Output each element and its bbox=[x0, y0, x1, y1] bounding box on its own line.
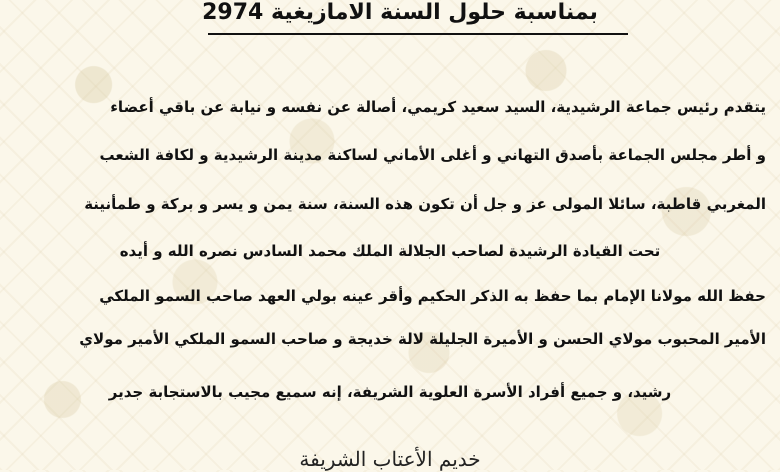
signature: خديم الأعتاب الشريفة bbox=[299, 447, 481, 471]
document-title: بمناسبة حلول السنة الامازيغية 2974 bbox=[202, 0, 598, 25]
message-line-3: المغربي قاطبة، سائلا المولى عز و جل أن تكون هذه السنة، سنة يمن و يسر و بركة و طمأنينة bbox=[84, 195, 766, 213]
message-line-7: رشيد، و جميع أفراد الأسرة العلوية الشريفة، إنه سميع مجيب بالاستجابة جدير bbox=[108, 383, 672, 401]
message-line-5: حفظ الله مولانا الإمام بما حفظ به الذكر الحكيم وأقر عينه بولي العهد صاحب السمو الملكي bbox=[99, 287, 766, 305]
message-line-4: تحت القيادة الرشيدة لصاحب الجلالة الملك محمد السادس نصره الله و أيده bbox=[119, 242, 661, 260]
message-line-2: و أطر مجلس الجماعة بأصدق التهاني و أغلى الأماني لساكنة مدينة الرشيدية و لكافة الشعب bbox=[99, 146, 766, 164]
message-line-1: يتقدم رئيس جماعة الرشيدية، السيد سعيد كريمي، أصالة عن نفسه و نيابة عن باقي أعضاء bbox=[110, 98, 766, 116]
message-line-6: الأمير المحبوب مولاي الحسن و الأميرة الجليلة لالة خديجة و صاحب السمو الملكي الأمير مولاي bbox=[79, 330, 766, 348]
